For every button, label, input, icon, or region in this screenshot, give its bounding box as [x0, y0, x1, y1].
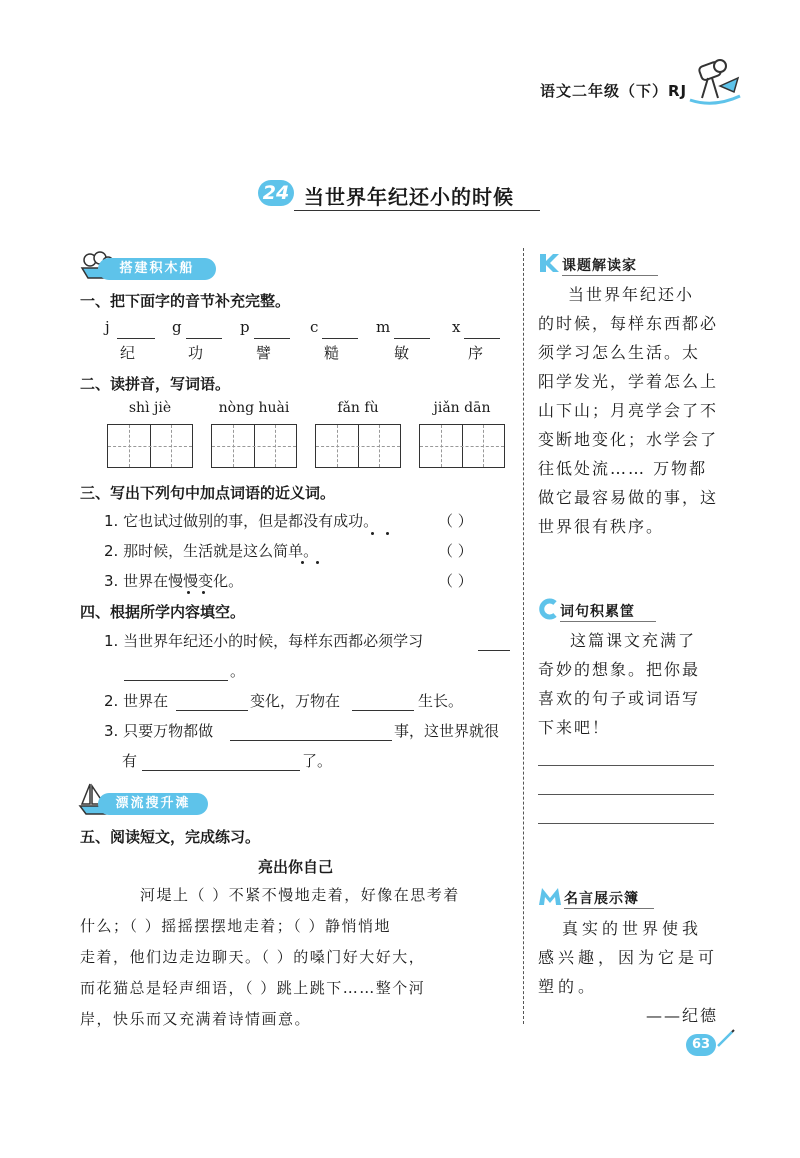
q1-initial-3: p — [240, 318, 250, 336]
side-s1-line-6: 变断地变化；水学会了 — [538, 430, 719, 449]
answer-line-3[interactable] — [538, 823, 714, 824]
answer-line-1[interactable] — [538, 765, 714, 766]
q3-answer-3[interactable]: （ ） — [438, 572, 473, 590]
m-letter-icon — [538, 886, 562, 906]
q3-item-3: 3. 世界在慢慢变化。 — [104, 572, 244, 590]
writing-grid-4[interactable] — [419, 424, 505, 468]
q1-initial-5: m — [376, 318, 391, 336]
side-section-2-title: 词句积累筐 — [560, 604, 635, 620]
q4-line2c: 生长。 — [418, 692, 464, 710]
q1-blank-1[interactable] — [117, 318, 155, 339]
q3-heading: 三、写出下列句中加点词语的近义词。 — [80, 484, 336, 502]
c-letter-icon — [538, 598, 558, 620]
telescope-icon — [684, 58, 744, 108]
quote-author: ——纪德 — [646, 1006, 719, 1025]
side-section-3-title: 名言展示簿 — [564, 891, 639, 907]
q1-initial-6: x — [452, 318, 461, 336]
q2-heading: 二、读拼音，写词语。 — [80, 375, 231, 393]
side-s1-line-8: 做它最容易做的事，这 — [538, 488, 719, 507]
q1-initial-2: g — [172, 318, 182, 336]
q4-blank-1a[interactable] — [478, 630, 510, 651]
side-s1-line-3: 须学习怎么生活。太 — [538, 343, 701, 362]
q1-blank-3[interactable] — [254, 318, 290, 339]
q1-blank-4[interactable] — [322, 318, 358, 339]
side-s3-line-1: 真实的世界使我 — [562, 919, 703, 938]
side-section-1-underline — [562, 275, 658, 276]
lesson-title — [258, 178, 540, 212]
q4-heading: 四、根据所学内容填空。 — [80, 603, 246, 621]
q1-char-6: 序 — [468, 344, 484, 362]
q1-blank-6[interactable] — [464, 318, 500, 339]
q4-line4b: 了。 — [302, 752, 333, 770]
q1-char-1: 纪 — [120, 344, 136, 362]
q4-blank-3[interactable] — [230, 720, 392, 741]
q4-line3a: 3. 只要万物都做 — [104, 722, 214, 740]
side-s1-line-5: 山下山；月亮学会了不 — [538, 401, 719, 420]
q1-char-3: 譬 — [256, 344, 272, 362]
passage-line-5: 岸，快乐而又充满着诗情画意。 — [80, 1010, 312, 1028]
q4-blank-2a[interactable] — [176, 690, 248, 711]
side-section-3-underline — [564, 908, 654, 909]
q1-char-5: 敏 — [394, 344, 410, 362]
page-number: 63 — [686, 1034, 716, 1056]
q4-line4a: 有 — [122, 752, 138, 770]
pinyin-4: jiǎn dān — [433, 400, 491, 416]
passage-line-3: 走着，他们边走边聊天。（ ）的嗓门好大好大， — [80, 948, 426, 966]
pen-icon — [716, 1028, 736, 1048]
q1-heading: 一、把下面字的音节补充完整。 — [80, 292, 291, 310]
lesson-number: 24 — [258, 180, 294, 206]
q4-line1b: 。 — [230, 662, 246, 680]
q1-char-2: 功 — [188, 344, 204, 362]
side-s2-line-1: 这篇课文充满了 — [570, 631, 697, 650]
section-badge-build: 搭建积木船 — [98, 258, 216, 280]
pinyin-1: shì jiè — [128, 400, 172, 416]
side-s3-line-2: 感兴趣，因为它是可 — [538, 948, 719, 967]
q1-blank-5[interactable] — [394, 318, 430, 339]
side-s2-line-2: 奇妙的想象。把你最 — [538, 660, 701, 679]
q1-initial-4: c — [310, 318, 319, 336]
passage-title: 亮出你自己 — [258, 858, 334, 876]
column-divider — [523, 248, 524, 1024]
title-underline — [294, 210, 540, 211]
q5-heading: 五、阅读短文，完成练习。 — [80, 828, 261, 846]
passage-line-4: 而花猫总是轻声细语，（ ）跳上跳下……整个河 — [80, 979, 426, 997]
side-s2-line-3: 喜欢的句子或词语写 — [538, 689, 701, 708]
q1-initial-1: j — [105, 318, 110, 336]
writing-grid-1[interactable] — [107, 424, 193, 468]
passage-line-1: 河堤上（ ）不紧不慢地走着，好像在思考着 — [140, 886, 460, 904]
q4-line3b: 事，这世界就很 — [394, 722, 500, 740]
side-section-1-title: 课题解读家 — [562, 258, 637, 274]
side-s3-line-3: 塑的。 — [538, 977, 599, 996]
q4-blank-1b[interactable] — [124, 660, 228, 681]
q1-char-4: 糙 — [324, 344, 340, 362]
side-s1-line-7: 往低处流…… 万物都 — [538, 459, 708, 478]
q4-line1a: 1. 当世界年纪还小的时候，每样东西都必须学习 — [104, 632, 424, 650]
passage-line-2: 什么；（ ）摇摇摆摆地走着；（ ）静悄悄地 — [80, 917, 392, 935]
k-letter-icon — [538, 252, 560, 274]
pinyin-2: nòng huài — [218, 400, 290, 416]
q4-line2b: 变化，万物在 — [250, 692, 341, 710]
q4-blank-4[interactable] — [142, 750, 300, 771]
side-s1-line-4: 阳学发光，学着怎么上 — [538, 372, 719, 391]
side-s2-line-4: 下来吧！ — [538, 718, 611, 737]
side-s1-line-9: 世界很有秩序。 — [538, 517, 665, 536]
q3-item-1: 1. 它也试过做别的事，但是都没有成功。 — [104, 512, 379, 530]
q3-answer-1[interactable]: （ ） — [438, 512, 473, 530]
side-s1-line-2: 的时候，每样东西都必 — [538, 314, 719, 333]
header-text: 语文二年级（下）RJ — [540, 82, 688, 100]
q4-blank-2b[interactable] — [352, 690, 414, 711]
answer-line-2[interactable] — [538, 794, 714, 795]
q3-answer-2[interactable]: （ ） — [438, 542, 473, 560]
writing-grid-3[interactable] — [315, 424, 401, 468]
writing-grid-2[interactable] — [211, 424, 297, 468]
side-s1-line-1: 当世界年纪还小 — [568, 285, 695, 304]
section-badge-drift: 漂流搜升滩 — [98, 793, 208, 815]
side-section-2-underline — [560, 621, 656, 622]
lesson-title-text: 当世界年纪还小的时候 — [304, 185, 514, 209]
pinyin-3: fǎn fù — [337, 400, 379, 416]
q4-line2a: 2. 世界在 — [104, 692, 169, 710]
q3-item-2: 2. 那时候，生活就是这么简单。 — [104, 542, 319, 560]
q1-blank-2[interactable] — [186, 318, 222, 339]
